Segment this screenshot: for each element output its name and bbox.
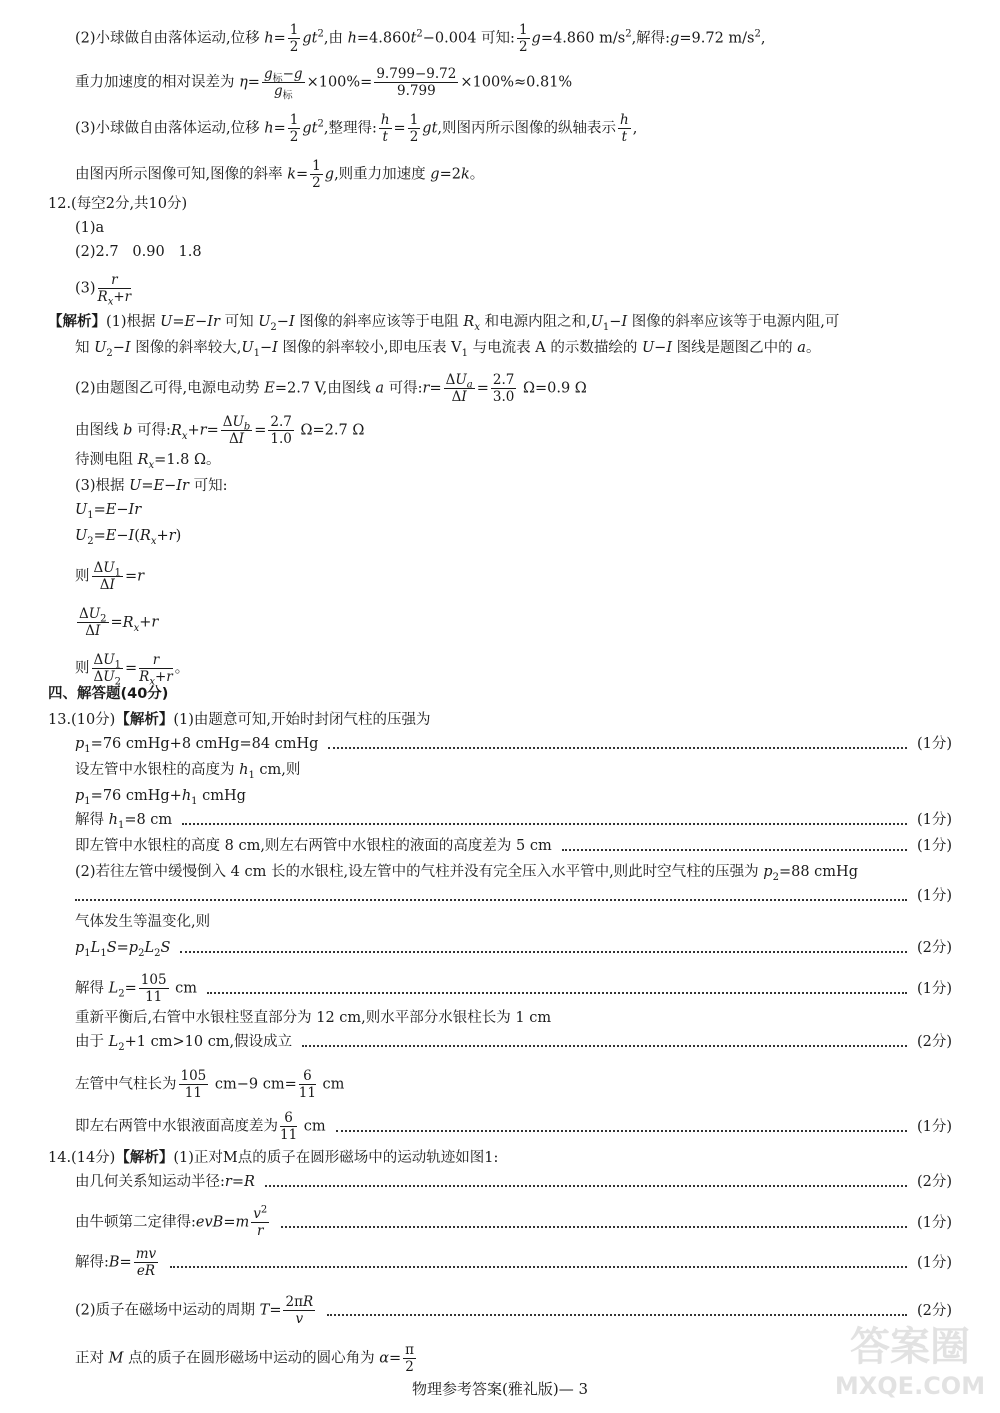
q14-intro-text: (1)正对M点的质子在圆形磁场中的运动轨迹如图1:	[173, 1150, 499, 1166]
score: (1分)	[916, 1254, 952, 1271]
q13-header: 13.(10分)	[48, 712, 116, 728]
q13-step-2: 解得 $h_1=8$ cm (1分)	[75, 812, 952, 831]
q11-line-1: (2)小球做自由落体运动,位移 h= $\frac{1}{2}$ $gt^2$,由 $h=4.860t^2-0.004$ 可知: $\frac{1}{2}$ g=4.860 $m/s^2$,解得:g=9.72 $m/s^2$,	[75, 22, 766, 55]
score: (1分)	[916, 888, 952, 904]
q13-intro	[48, 710, 430, 730]
q14-line-5: 正对 M 点的质子在圆形磁场中运动的圆心角为 α= $\frac{\pi}{2}$	[75, 1342, 415, 1375]
q12-analysis-1: 【解析】(1)根据 U=E−Ir 可知 $U_2-I$ 图像的斜率应该等于电阻 $R_x$ 和电源内阻之和$,U_1-I$ 图像的斜率应该等于电源内阻,可	[48, 314, 840, 333]
q11-line-4: 由图丙所示图像可知,图像的斜率 k= $\frac{1}{2}$ g,则重力加速度 g=2k。	[75, 158, 485, 191]
q12-analysis-8: $U_2=E-I(R_x+r)$	[75, 528, 182, 547]
score: (2分)	[916, 1302, 952, 1319]
q14-step-1: 由几何关系知运动半径:r=R (2分)	[75, 1174, 952, 1190]
watermark-text-url: MXQE.COM	[834, 1372, 986, 1400]
q13-step-5: $p_1L_1S=p_2L_2S$ (2分)	[75, 940, 952, 959]
q12-answer-1: (1)a	[75, 220, 105, 236]
q12-header: 12.(每空2分,共10分)	[48, 196, 188, 212]
q12-answer-2: (2)2.7 0.90 1.8	[75, 244, 202, 260]
analysis-tag: 【解析】	[115, 712, 174, 728]
q14-step-4: (2)质子在磁场中运动的周期 T= $\frac{2\pi R}{v}$ (2分)	[75, 1294, 952, 1327]
q13-line-11: 重新平衡后,右管中水银柱竖直部分为 12 cm,则水平部分水银柱长为 1 cm	[75, 1010, 552, 1026]
q14-step-3: 解得:B= $\frac{mv}{eR}$ (1分)	[75, 1246, 952, 1279]
q13-step-1: $p_1=76$ cmHg+8 cmHg=84 cmHg (1分)	[75, 736, 952, 755]
q13-line-3: $p_1=76$ $cmHg+h_1$ cmHg	[75, 788, 246, 807]
analysis-tag: 【解析】	[115, 1150, 174, 1166]
section-title: 四、解答题(40分)	[48, 686, 169, 702]
q12-analysis-10: $\frac{\Delta U_2}{\Delta I}$ $=R_x+r$	[79, 606, 159, 639]
score: (1分)	[916, 838, 952, 854]
q13-line-13: 左管中气柱长为 $\frac{105}{11}$ cm−9 cm= $\frac{6}{11}$ cm	[75, 1068, 345, 1101]
page-footer: 物理参考答案(雅礼版)— 3	[411, 1380, 589, 1398]
analysis-tag: 【解析】	[48, 314, 106, 330]
score: (2分)	[916, 1174, 952, 1190]
q12-analysis-11: 则 $\frac{\Delta U_1}{\Delta U_2}$ = $\frac{r}{R_x+r}$ 。	[75, 652, 190, 688]
score: (2分)	[916, 1034, 952, 1050]
q13-step-8: 即左右两管中水银液面高度差为 $\frac{6}{11}$ cm (1分)	[75, 1110, 952, 1143]
watermark-text-cn: 答案圈	[850, 1324, 970, 1370]
score: (1分)	[916, 812, 952, 828]
score: (2分)	[916, 940, 952, 956]
score: (1分)	[916, 1214, 952, 1231]
score: (1分)	[916, 736, 952, 752]
q13-step-3: 即左管中水银柱的高度 8 cm,则左右两管中水银柱的液面的高度差为 5 cm (1分)	[75, 838, 952, 854]
q11-line-3: (3)小球做自由落体运动,位移 h= $\frac{1}{2}$ $gt^2$,整理得: $\frac{h}{t}$ = $\frac{1}{2}$ gt,则图丙所示图像的纵轴表示 $\frac{h}{t}$ ,	[75, 112, 638, 145]
q12-answer-3: (3) $\frac{r}{R_x+r}$	[75, 272, 132, 308]
score: (1分)	[916, 1118, 952, 1135]
q13-step-7: 由于 $L_2+1$ cm>10 cm,假设成立 (2分)	[75, 1034, 952, 1053]
q12-analysis-9: 则 $\frac{\Delta U_1}{\Delta I}$ =r	[75, 560, 145, 593]
q12-analysis-3: (2)由题图乙可得,电源电动势 E=2.7 V,由图线 a 可得:r= $\Delta U_a$ ΔI = $\frac{2.7}{3.0}$ Ω=0.9 Ω	[75, 372, 587, 405]
q12-analysis-2: 知 $U_2-I$ 图像的斜率较大$,U_1-I$ 图像的斜率较小,即电压表 $V_1$ 与电流表 A 的示数描绘的 U−I 图线是题图乙中的 a。	[75, 340, 821, 359]
q13-line-2: 设左管中水银柱的高度为 $h_1$ cm,则	[75, 762, 301, 781]
q12-analysis-7: $U_1=E-Ir$	[75, 502, 142, 521]
q13-step-6: 解得 $L_2=$ $\frac{105}{11}$ cm (1分)	[75, 972, 952, 1005]
q13-line-8: 气体发生等温变化,则	[75, 914, 211, 930]
q14-step-2: 由牛顿第二定律得:evB=m $\frac{v^2}{r}$ (1分)	[75, 1204, 952, 1239]
q13-line-6: (2)若往左管中缓慢倒入 4 cm 长的水银柱,设左管中的气柱并没有完全压入水平管中,则此时空气柱的压强为 $p_2=88$ cmHg	[75, 864, 858, 883]
q13-intro-text: (1)由题意可知,开始时封闭气柱的压强为	[173, 712, 431, 728]
q13-step-4	[75, 886, 952, 906]
watermark-logo	[830, 1312, 990, 1402]
q14-intro	[48, 1148, 498, 1168]
q14-header: 14.(14分)	[48, 1150, 116, 1166]
q12-analysis-4: 由图线 b 可得$:R_x+r=$ $\Delta U_b$ ΔI = $\frac{2.7}{1.0}$ Ω=2.7 Ω	[75, 414, 365, 447]
score: (1分)	[916, 980, 952, 997]
q12-analysis-6: (3)根据 U=E−Ir 可知:	[75, 478, 228, 494]
q12-analysis-5: 待测电阻 $R_x=1.8$ Ω。	[75, 452, 221, 471]
q11-line-2: 重力加速度的相对误差为 η= $g_标-g$ $g_标$ ×100%= $\frac{9.799-9.72}{9.799}$ ×100%≈0.81%	[75, 66, 573, 102]
